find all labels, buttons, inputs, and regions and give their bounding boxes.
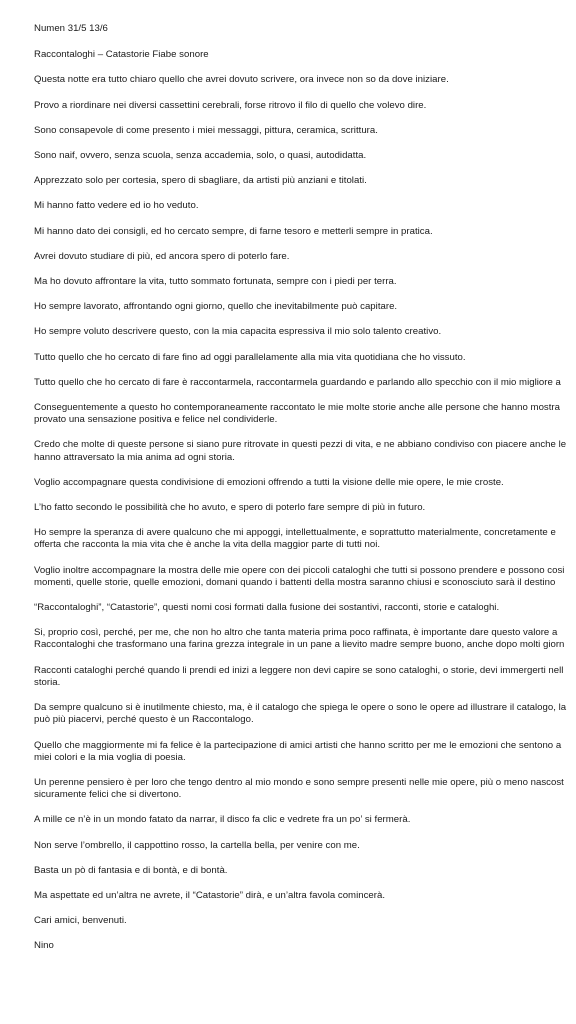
paragraph	[34, 276, 576, 288]
paragraph	[34, 814, 576, 826]
paragraph	[34, 74, 576, 86]
paragraph	[34, 527, 576, 551]
paragraph-line: Avrei dovuto studiare di più, ed ancora spero di poterlo fare.	[34, 250, 290, 262]
paragraph-line: Ho sempre la speranza di avere qualcuno che mi appoggi, intellettualmente, e soprattutto materialmente, concretamente e	[34, 527, 556, 539]
paragraph	[34, 200, 576, 212]
paragraph-list	[34, 74, 576, 952]
paragraph-line: Voglio accompagnare questa condivisione di emozioni offrendo a tutti la visione delle mie opere, le mie croste.	[34, 476, 504, 488]
paragraph-line: Cari amici, benvenuti.	[34, 915, 127, 927]
paragraph-line: provato una sensazione positiva e felice nel condividerle.	[34, 414, 278, 426]
paragraph	[34, 251, 576, 263]
paragraph	[34, 226, 576, 238]
paragraph	[34, 301, 576, 313]
paragraph	[34, 402, 576, 426]
paragraph	[34, 865, 576, 877]
paragraph-line: sicuramente felici che si divertono.	[34, 789, 182, 801]
paragraph	[34, 840, 576, 852]
paragraph-line: Sono naif, ovvero, senza scuola, senza accademia, solo, o quasi, autodidatta.	[34, 150, 367, 162]
paragraph	[34, 100, 576, 112]
paragraph-line: Voglio inoltre accompagnare la mostra delle mie opere con dei piccoli cataloghi che tutti si possono prendere e possono cosi	[34, 564, 565, 576]
paragraph	[34, 665, 576, 689]
paragraph	[34, 740, 576, 764]
paragraph	[34, 377, 576, 389]
paragraph	[34, 439, 576, 463]
paragraph-line: momenti, quelle storie, quelle emozioni, domani quando i battenti della mostra saranno chiusi e sconosciuto sarà il destino	[34, 576, 556, 588]
paragraph	[34, 150, 576, 162]
paragraph-line: Ma ho dovuto affrontare la vita, tutto sommato fortunata, sempre con i piedi per terra.	[34, 276, 397, 288]
paragraph	[34, 477, 576, 489]
paragraph-line: Raccontaloghi che trasformano una farina grezza integrale in un pane a lievito madre sempre buono, anche dopo molti giorn	[34, 639, 565, 651]
paragraph-line: Si, proprio così, perché, per me, che non ho altro che tanta materia prima poco raffinata, è importante dare questo valore a	[34, 627, 558, 639]
paragraph-line: storia.	[34, 676, 61, 688]
paragraph-line: Ho sempre voluto descrivere questo, con la mia capacita espressiva il mio solo talento creativo.	[34, 326, 442, 338]
paragraph-line: Conseguentemente a questo ho contemporaneamente raccontato le mie molte storie anche alle persone che hanno mostra	[34, 402, 560, 414]
paragraph-line: Mi hanno fatto vedere ed io ho veduto.	[34, 200, 199, 212]
paragraph-line: Tutto quello che ho cercato di fare è raccontarmela, raccontarmela guardando e parlando allo specchio con il mio migliore a	[34, 376, 561, 388]
paragraph-line: A mille ce n’è in un mondo fatato da narrar, il disco fa clic e vedrete fra un po’ si fermerà.	[34, 814, 411, 826]
paragraph-line: Questa notte era tutto chiaro quello che avrei dovuto scrivere, ora invece non so da dove iniziare.	[34, 74, 449, 86]
paragraph-line: Sono consapevole di come presento i miei messaggi, pittura, ceramica, scrittura.	[34, 124, 378, 136]
paragraph	[34, 940, 576, 952]
paragraph-line: L’ho fatto secondo le possibilità che ho avuto, e spero di poterlo fare sempre di più in futuro.	[34, 502, 426, 514]
paragraph	[34, 627, 576, 651]
paragraph	[34, 352, 576, 364]
paragraph	[34, 565, 576, 589]
paragraph-line: Racconti cataloghi perché quando li prendi ed inizi a leggere non devi capire se sono cataloghi, o storie, devi immergerti nell	[34, 664, 564, 676]
paragraph	[34, 915, 576, 927]
paragraph-line: Apprezzato solo per cortesia, spero di sbagliare, da artisti più anziani e titolati.	[34, 175, 367, 187]
paragraph-line: Ma aspettate ed un’altra ne avrete, il “Catastorie” dirà, e un’altra favola comincerà.	[34, 889, 386, 901]
paragraph-line: Credo che molte di queste persone si siano pure ritrovate in questi pezzi di vita, e ne abbiano condiviso con piacere anche le	[34, 439, 567, 451]
paragraph	[34, 702, 576, 726]
document-title: Raccontaloghi – Catastorie Fiabe sonore	[34, 49, 209, 61]
paragraph-line: hanno attraversato la mia anima ad ogni storia.	[34, 451, 235, 463]
paragraph-line: Da sempre qualcuno si è inutilmente chiesto, ma, è il catalogo che spiega le opere o sono le opere ad illustrare il catalogo, la	[34, 702, 567, 714]
paragraph	[34, 502, 576, 514]
paragraph	[34, 175, 576, 187]
paragraph-line: offerta che racconta la mia vita che è anche la vita della maggior parte di tutti noi.	[34, 539, 381, 551]
paragraph-line: Mi hanno dato dei consigli, ed ho cercato sempre, di farne tesoro e metterli sempre in pratica.	[34, 225, 433, 237]
paragraph-line: “Raccontaloghi”, “Catastorie”, questi nomi cosi formati dalla fusione dei sostantivi, racconti, storie e cataloghi.	[34, 602, 500, 614]
paragraph-line: Quello che maggiormente mi fa felice è la partecipazione di amici artisti che hanno scritto per me le emozioni che sentono a	[34, 739, 562, 751]
paragraph	[34, 602, 576, 614]
paragraph-line: Provo a riordinare nei diversi cassettini cerebrali, forse ritrovo il filo di quello che volevo dire.	[34, 99, 427, 111]
document-header: Numen 31/5 13/6	[34, 23, 108, 34]
paragraph	[34, 890, 576, 902]
paragraph-line: Ho sempre lavorato, affrontando ogni giorno, quello che inevitabilmente può capitare.	[34, 301, 398, 313]
paragraph-line: Un perenne pensiero è per loro che tengo dentro al mio mondo e sono sempre presenti nelle mie opere, più o meno nascost	[34, 776, 564, 788]
paragraph-line: Tutto quello che ho cercato di fare fino ad oggi parallelamente alla mia vita quotidiana che ho vissuto.	[34, 351, 466, 363]
paragraph-line: può più piacervi, perché questo è un Raccontalogo.	[34, 714, 254, 726]
paragraph	[34, 326, 576, 338]
paragraph-line: miei colori e la mia voglia di poesia.	[34, 751, 186, 763]
paragraph-line: Basta un pò di fantasia e di bontà, e di bontà.	[34, 864, 228, 876]
paragraph-line: Non serve l’ombrello, il cappottino rosso, la cartella bella, per venire con me.	[34, 839, 360, 851]
paragraph	[34, 777, 576, 801]
document-body	[34, 23, 576, 966]
paragraph	[34, 125, 576, 137]
paragraph-line: Nino	[34, 940, 54, 952]
